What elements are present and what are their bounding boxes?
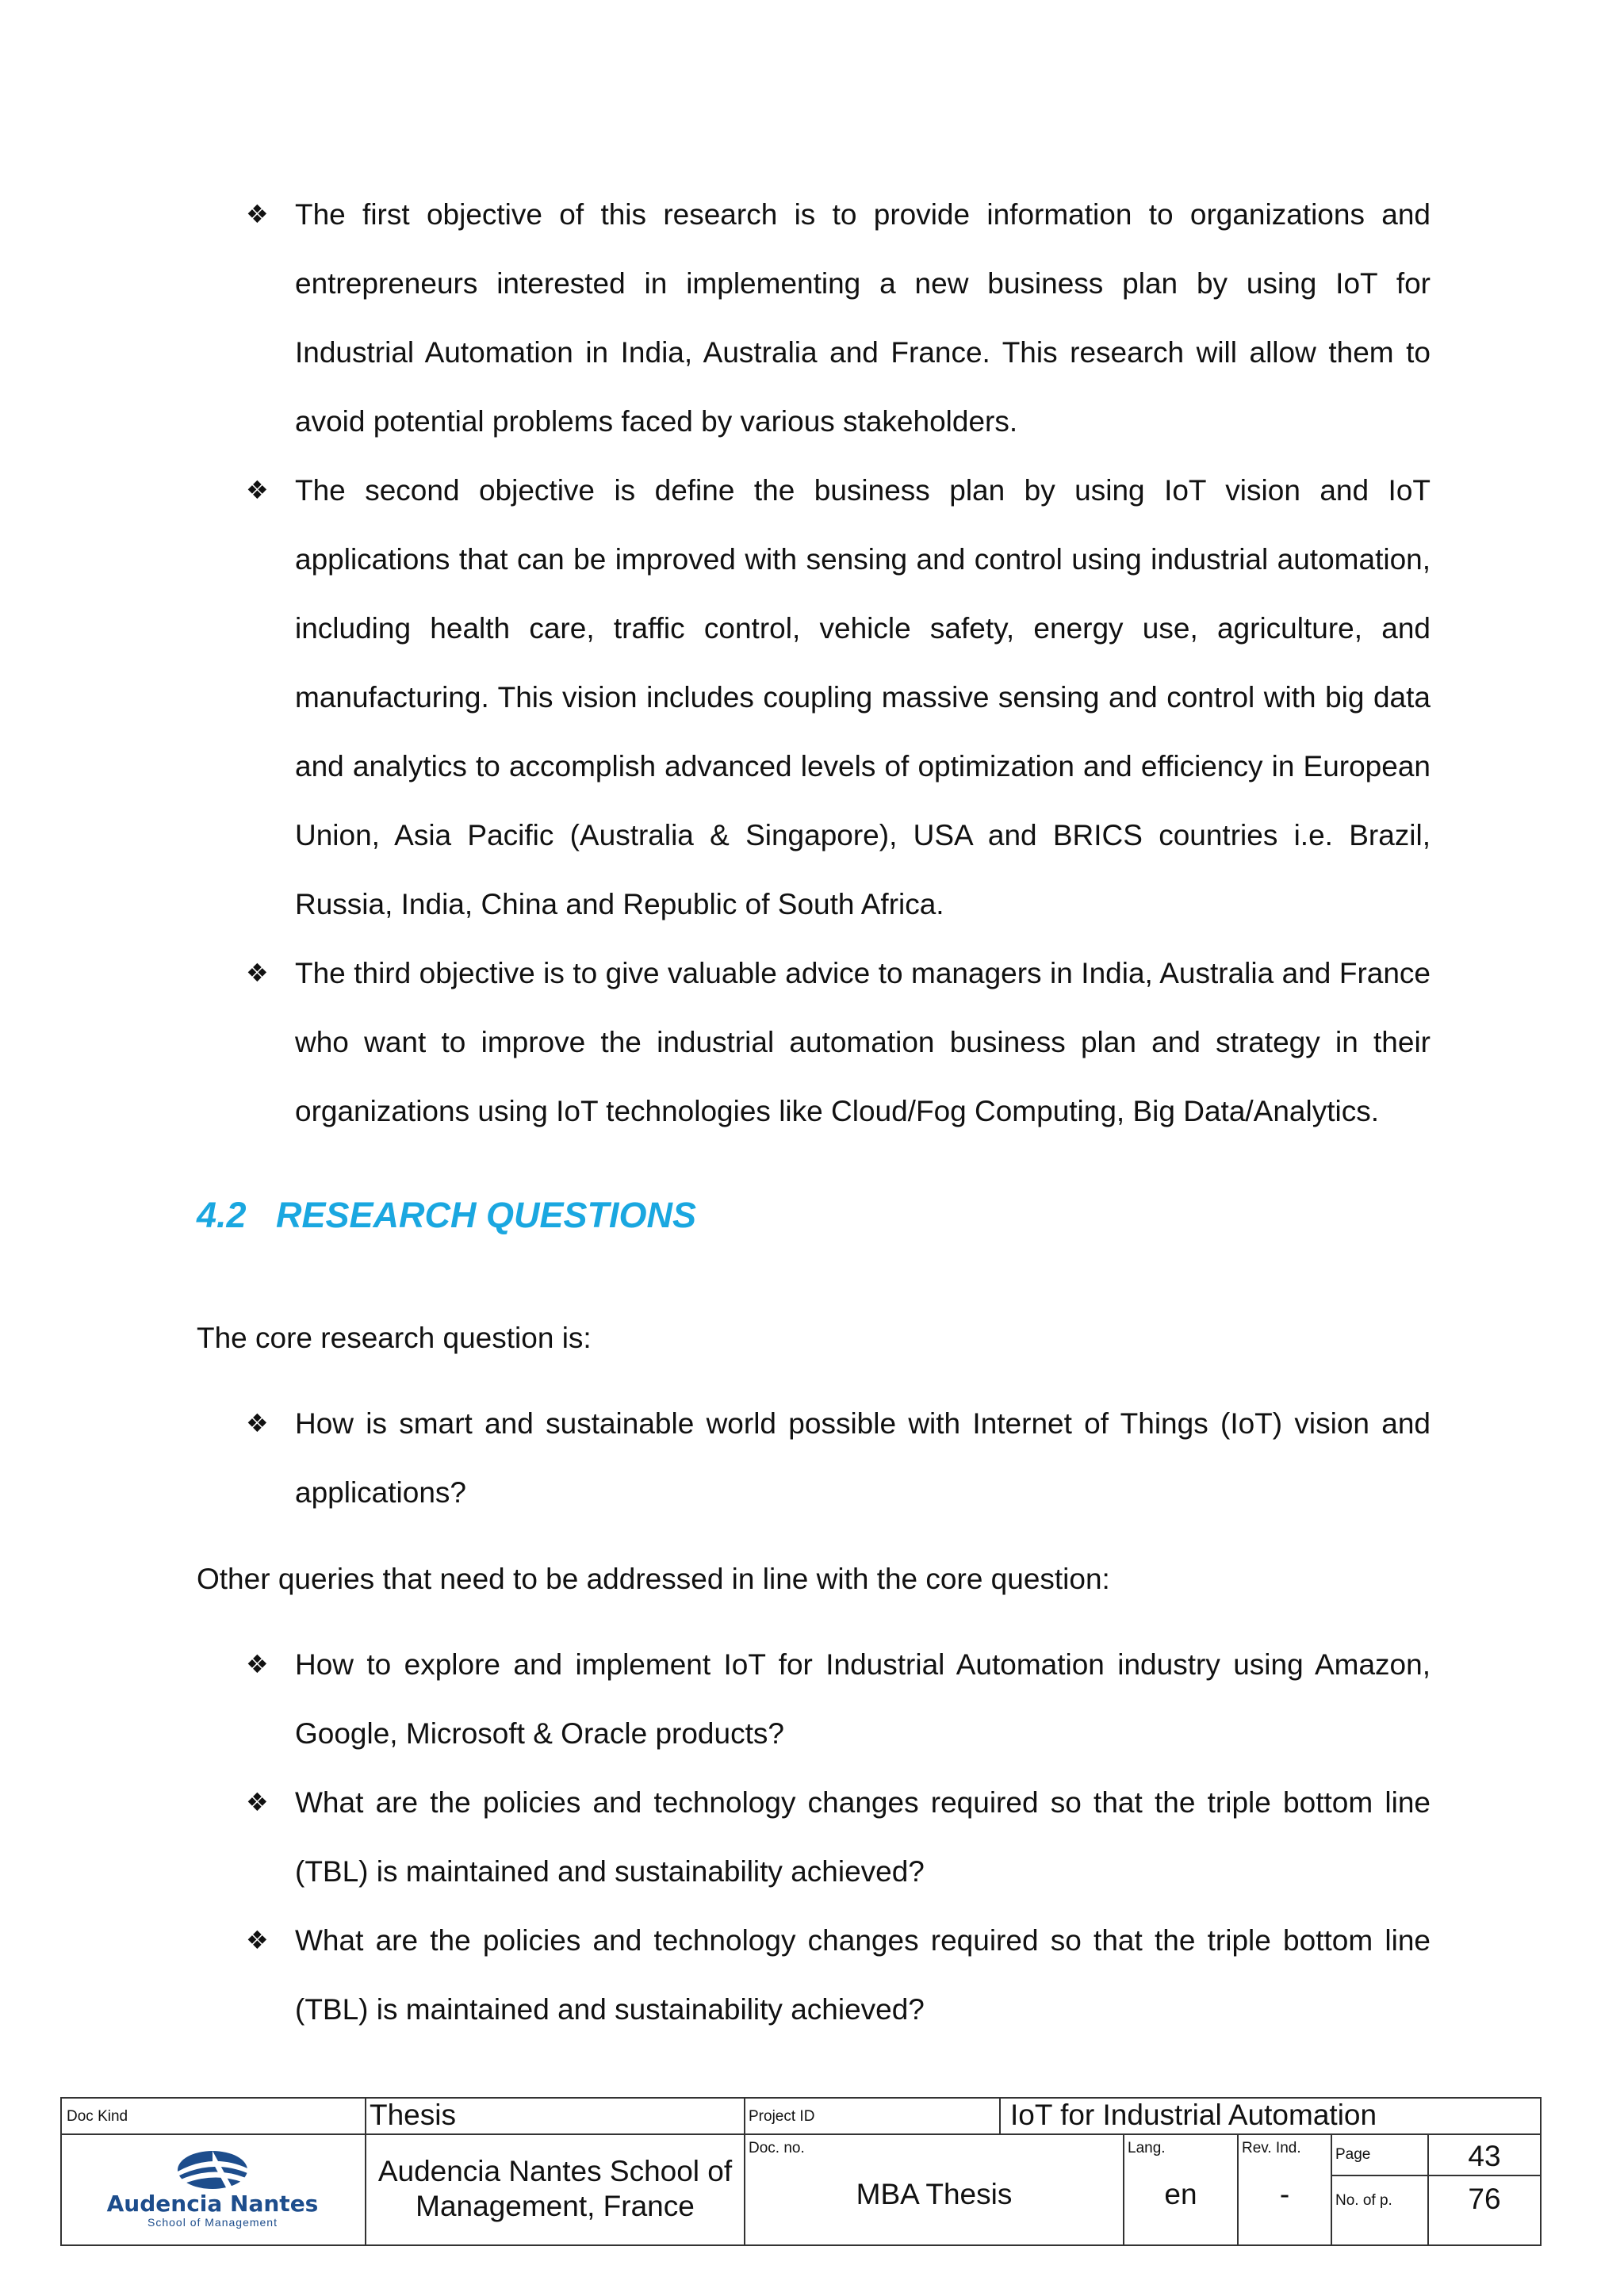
rev-value: - (1279, 2178, 1290, 2210)
list-item: ❖ The third objective is to give valuable advice to managers in India, Australia and France who want to improve the industrial automation business plan and strategy in their organizations using IoT technologies like Cloud/Fog Computing, Big Data/Analytics. (197, 939, 1431, 1146)
page-label: Page (1335, 2146, 1371, 2163)
project-id-value: IoT for Industrial Automation (1010, 2099, 1377, 2131)
organization-name: Audencia Nantes School of Management, France (377, 2155, 733, 2222)
lang-value: en (1164, 2178, 1197, 2210)
list-item: ❖ The first objective of this research is to provide information to organizations and entrepreneurs interested in implementing a new business plan by using IoT for Industrial Automation in India, Australia and France. This research will allow them to avoid potential problems faced by various stakeholders. (197, 180, 1431, 456)
other-questions-list (197, 1630, 1431, 2044)
logo-name: Audencia Nantes (106, 2191, 319, 2217)
rev-label: Rev. Ind. (1242, 2140, 1301, 2156)
diamond-bullet-icon: ❖ (246, 1649, 269, 1679)
project-id-label: Project ID (749, 2108, 815, 2125)
core-question-list (197, 1389, 1431, 1527)
core-intro: The core research question is: (197, 1322, 592, 1354)
list-item: ❖ The second objective is define the business plan by using IoT vision and IoT applications that can be improved with sensing and control using industrial automation, including health care, traffic control, vehicle safety, energy use, agriculture, and manufacturing. This vision includes coupling massive sensing and control with big data and analytics to accomplish advanced levels of optimization and efficiency in European Union, Asia Pacific (Australia & Singapore), USA and BRICS countries i.e. Brazil, Russia, India, China and Republic of South Africa. (197, 456, 1431, 939)
audencia-logo (78, 2145, 347, 2232)
list-item: ❖ What are the policies and technology changes required so that the triple bottom line (TBL) is maintained and sustainability achieved? (197, 1768, 1431, 1906)
list-item: ❖ What are the policies and technology changes required so that the triple bottom line (TBL) is maintained and sustainability achieved? (197, 1906, 1431, 2044)
objectives-list (197, 180, 1431, 1146)
doc-no-value: MBA Thesis (856, 2178, 1013, 2210)
diamond-bullet-icon: ❖ (246, 1408, 269, 1438)
list-item: ❖ How is smart and sustainable world possible with Internet of Things (IoT) vision and applications? (197, 1389, 1431, 1527)
doc-no-label: Doc. no. (749, 2140, 805, 2156)
document-footer-table (60, 2097, 1542, 2246)
diamond-bullet-icon: ❖ (246, 199, 269, 229)
pages-label: No. of p. (1335, 2192, 1392, 2209)
logo-subtitle: School of Management (147, 2216, 278, 2229)
diamond-bullet-icon: ❖ (246, 1787, 269, 1817)
diamond-bullet-icon: ❖ (246, 1925, 269, 1955)
list-item: ❖ How to explore and implement IoT for Industrial Automation industry using Amazon, Google, Microsoft & Oracle products? (197, 1630, 1431, 1768)
lang-label: Lang. (1128, 2140, 1166, 2156)
diamond-bullet-icon: ❖ (246, 475, 269, 505)
other-intro: Other queries that need to be addressed in line with the core question: (197, 1563, 1110, 1595)
doc-kind-value: Thesis (370, 2099, 456, 2131)
diamond-bullet-icon: ❖ (246, 958, 269, 988)
total-pages: 76 (1468, 2183, 1501, 2215)
page-number: 43 (1468, 2140, 1501, 2172)
doc-kind-label: Doc Kind (67, 2108, 128, 2125)
section-heading: 4.2 RESEARCH QUESTIONS (197, 1195, 697, 1235)
